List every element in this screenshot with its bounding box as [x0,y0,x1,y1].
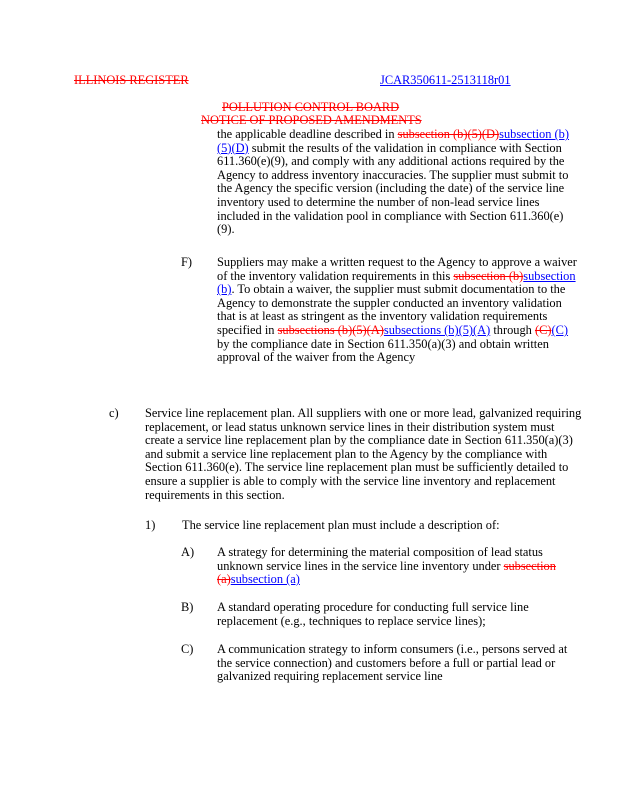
paragraph-a [217,546,579,587]
item-label-1: 1) [145,518,156,532]
inserted-text: subsections (b)(5)(A) [383,322,491,337]
register-header: ILLINOIS REGISTER [74,73,189,87]
text-run: submit the results of the validation in compliance with Section 611.360(e)(9), and comply with any additional actions required by the Agency to address inventory inaccuracies. The supplier must submit to the Agency the specific version (including the date) of the service line inventory used to determine the number of non-lead service lines included in the validation pool in compliance with Section 611.360(e)(9). [217,140,569,237]
text-run: A strategy for determining the material composition of lead status unknown service lines in the service line inventory under [217,545,543,573]
inserted-text: subsection (b) [217,268,576,297]
paragraph-c: Service line replacement plan. All suppliers with one or more lead, galvanized requiring replacement, or lead status unknown service lines in their distribution system must create a service line replacement plan by the compliance date in Section 611.350(a)(3) and submit a service line replacement plan to the Agency by the compliance with Section 611.360(e). The service line replacement plan must be sufficiently detailed to ensure a supplier is able to comply with the service line inventory and replacement requirements in this section. [145,406,582,502]
paragraph-f [217,256,579,365]
deleted-text: subsection (b)(5)(D) [397,127,500,141]
deleted-text: subsection (b) [453,268,524,283]
paragraph-cc: A communication strategy to inform consumers (i.e., persons served at the service connection) and customers before a full or partial lead or galvanized requiring replacement service line [217,642,568,684]
inserted-text: subsection (a) [230,572,300,587]
text-run: the applicable deadline described in [217,127,398,141]
jcar-code-suffix: r01 [494,73,511,87]
inserted-text: (C) [551,322,569,337]
jcar-code-main: JCAR350611-2513118 [380,73,495,87]
text-run: Suppliers may make a written request to the Agency to approve a waiver of the inventory validation requirements in this [217,255,577,283]
text-run: by the compliance date in Section 611.350(a)(3) and obtain written approval of the waiver from the Agency [217,336,549,365]
paragraph-e-continued [217,128,579,237]
text-run: through [490,322,535,337]
item-label-cc: C) [181,642,194,656]
jcar-code [380,74,511,88]
notice-title: NOTICE OF PROPOSED AMENDMENTS [201,113,422,127]
paragraph-1: The service line replacement plan must include a description of: [182,518,500,532]
item-label-a: A) [181,545,195,559]
text-run: . To obtain a waiver, the supplier must submit documentation to the Agency to demonstrate the suppler conducted an inventory validation that is at least as stringent as the inventory validation requirements specified in [217,282,566,337]
item-label-f: F) [181,255,193,269]
item-label-b: B) [181,600,194,614]
paragraph-b: A standard operating procedure for conducting full service line replacement (e.g., techniques to replace service lines); [217,600,529,628]
deleted-text: subsections (b)(5)(A) [277,322,384,337]
board-title: POLLUTION CONTROL BOARD [222,100,400,114]
item-label-c: c) [109,406,119,420]
deleted-text: (C) [534,322,552,337]
inserted-text: subsection (b)(5)(D) [217,127,569,155]
deleted-text: subsection (a) [217,558,556,587]
